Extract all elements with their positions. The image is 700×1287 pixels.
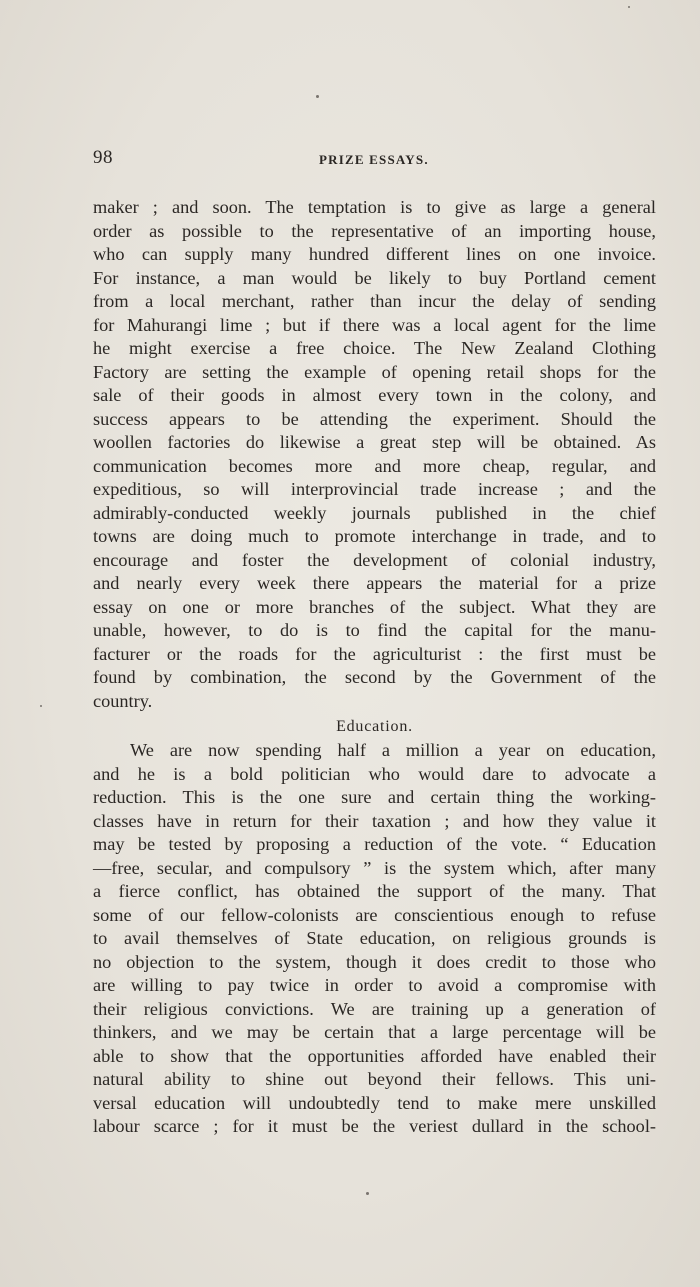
text-line: some of our fellow-colonists are conscientious enough to refuse — [93, 904, 656, 925]
text-line: sale of their goods in almost every town in the colony, and — [93, 385, 656, 405]
text-line: and nearly every week there appears the material for a prize — [93, 573, 656, 593]
text-line: We are now spending half a million a year on education, — [130, 740, 656, 760]
text-line: no objection to the system, though it does credit to those who — [93, 951, 656, 972]
paragraph-1 — [93, 196, 656, 713]
page-header — [93, 147, 657, 171]
text-line: able to show that the opportunities afforded have enabled their — [93, 1045, 656, 1066]
text-line: reduction. This is the one sure and certain thing the working- — [93, 787, 656, 807]
text-line: facturer or the roads for the agriculturist : the first must be — [93, 643, 656, 664]
page-number: 98 — [93, 147, 113, 168]
text-line: found by combination, the second by the Government of the — [93, 667, 656, 687]
text-line: maker ; and soon. The temptation is to give as large a general — [93, 197, 656, 217]
text-line: country. — [93, 690, 153, 711]
text-line: to avail themselves of State education, on religious grounds is — [93, 928, 656, 948]
text-line: may be tested by proposing a reduction of the vote. “ Education — [93, 834, 656, 854]
body-text — [93, 196, 656, 1139]
text-line: For instance, a man would be likely to buy Portland cement — [93, 267, 656, 288]
text-line: unable, however, to do is to find the capital for the manu- — [93, 620, 656, 640]
text-line: versal education will undoubtedly tend to make mere unskilled — [93, 1092, 656, 1113]
text-line: thinkers, and we may be certain that a large percentage will be — [93, 1022, 656, 1042]
text-line: Factory are setting the example of opening retail shops for the — [93, 361, 656, 382]
paragraph-2 — [93, 739, 656, 1139]
text-line: encourage and foster the development of colonial industry, — [93, 549, 656, 570]
text-line: who can supply many hundred different lines on one invoice. — [93, 244, 656, 264]
text-line: a fierce conflict, has obtained the support of the many. That — [93, 881, 656, 901]
text-line: classes have in return for their taxation ; and how they value it — [93, 810, 656, 831]
text-line: towns are doing much to promote interchange in trade, and to — [93, 526, 656, 546]
text-line: for Mahurangi lime ; but if there was a local agent for the lime — [93, 314, 656, 335]
text-line: natural ability to shine out beyond their fellows. This uni- — [93, 1069, 656, 1089]
text-line: essay on one or more branches of the subject. What they are — [93, 596, 656, 617]
text-line: from a local merchant, rather than incur the delay of sending — [93, 291, 656, 311]
text-line: communication becomes more and more cheap, regular, and — [93, 455, 656, 476]
paper-speck — [40, 705, 42, 707]
paper-speck — [366, 1192, 369, 1195]
text-line: labour scarce ; for it must be the veriest dullard in the school- — [93, 1116, 656, 1136]
text-line: woollen factories do likewise a great step will be obtained. As — [93, 432, 656, 452]
text-line: —free, secular, and compulsory ” is the system which, after many — [93, 857, 656, 878]
text-line: are willing to pay twice in order to avoid a compromise with — [93, 975, 656, 995]
text-line: admirably-conducted weekly journals published in the chief — [93, 502, 656, 523]
paper-speck — [628, 6, 630, 8]
text-line: expeditious, so will interprovincial trade increase ; and the — [93, 479, 656, 499]
text-line: and he is a bold politician who would dare to advocate a — [93, 763, 656, 784]
text-line: he might exercise a free choice. The New Zealand Clothing — [93, 338, 656, 358]
text-line: success appears to be attending the experiment. Should the — [93, 408, 656, 429]
text-line: order as possible to the representative of an importing house, — [93, 220, 656, 241]
section-heading: Education. — [336, 718, 413, 735]
paper-speck — [316, 95, 319, 98]
text-line: their religious convictions. We are training up a generation of — [93, 998, 656, 1019]
running-head: PRIZE ESSAYS. — [319, 152, 429, 167]
